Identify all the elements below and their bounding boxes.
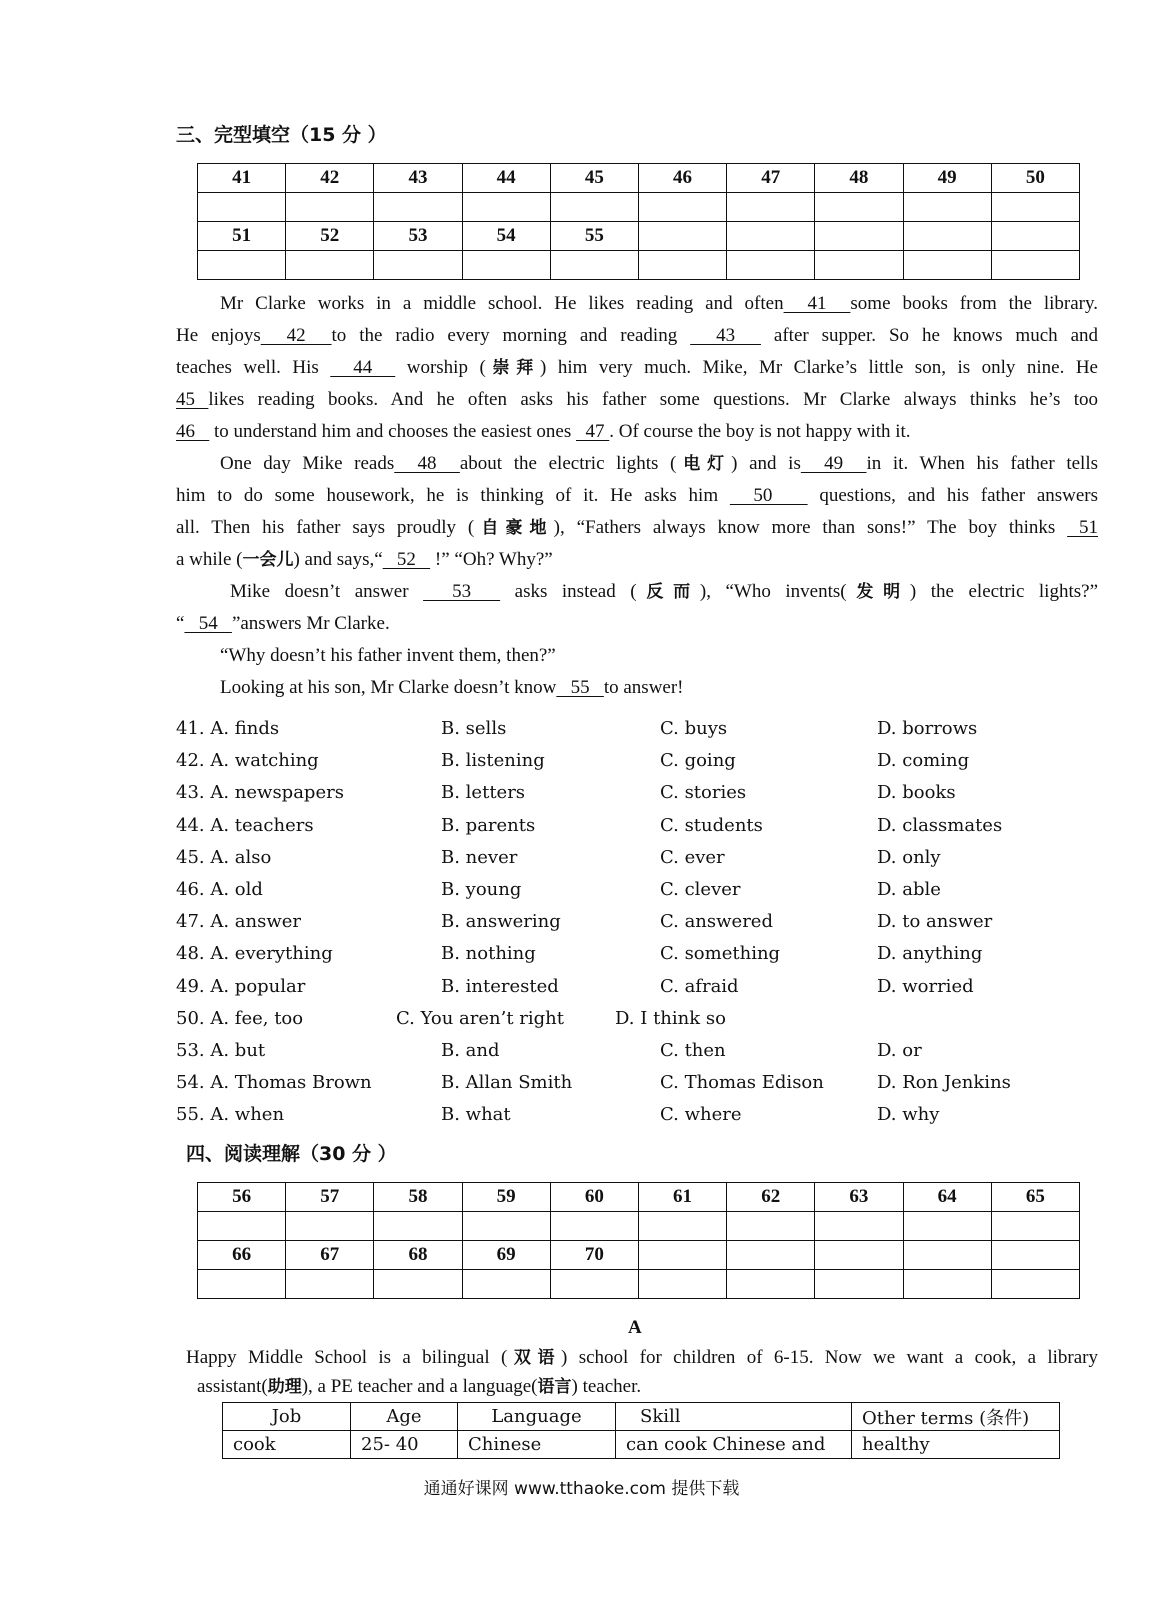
- passage-line: [230, 576, 1098, 608]
- option-choice: 44. A. teachers: [176, 814, 314, 836]
- grid-cell: [638, 222, 726, 251]
- passage-text: in it. When his father tells: [866, 453, 1098, 474]
- answer-cell[interactable]: [903, 193, 991, 222]
- option-choice: 43. A. newspapers: [176, 782, 344, 804]
- answer-cell[interactable]: [462, 1270, 550, 1299]
- grid-cell: 53: [374, 222, 462, 251]
- option-choice: 41. A. finds: [176, 718, 280, 739]
- jobs-table: [222, 1402, 1060, 1459]
- grid-cell: 48: [815, 164, 903, 193]
- option-choice: 55. A. when: [176, 1104, 285, 1126]
- option-choice[interactable]: D. why: [877, 1104, 940, 1126]
- passage-text: ) and says,“: [293, 549, 383, 570]
- grid-cell: [903, 1241, 991, 1270]
- gloss-text: 反而: [636, 582, 700, 602]
- grid-cell: [815, 222, 903, 251]
- option-choice[interactable]: C. You aren’t right: [396, 1007, 565, 1029]
- gloss-text: 双语: [507, 1348, 562, 1368]
- option-choice: 48. A. everything: [176, 943, 333, 965]
- grid-cell: 50: [991, 164, 1079, 193]
- answer-cell[interactable]: [550, 1212, 638, 1241]
- passage-line: [176, 544, 1098, 576]
- intro-text: ) school for children of 6-15. Now we want a cook, a library: [561, 1347, 1098, 1368]
- passage-text: Mike doesn’t answer: [230, 581, 424, 602]
- option-choice[interactable]: D. able: [877, 879, 941, 900]
- passage-line: [176, 352, 1098, 384]
- gloss-text: 崇拜: [485, 358, 541, 378]
- option-choice[interactable]: B. young: [441, 879, 522, 900]
- answer-cell[interactable]: [991, 1212, 1079, 1241]
- jobs-header-cell: Skill: [616, 1403, 852, 1431]
- grid-cell: 70: [550, 1241, 638, 1270]
- passage-text: ), “Fathers always know more than sons!” The boy thinks: [553, 517, 1068, 538]
- answer-cell[interactable]: [198, 1270, 286, 1299]
- option-choice: 42. A. watching: [176, 750, 319, 772]
- option-choice[interactable]: B. sells: [441, 718, 507, 739]
- grid-row-numbers: [198, 222, 1080, 251]
- grid-cell: 69: [462, 1241, 550, 1270]
- option-row: [176, 972, 1076, 1002]
- jobs-cell: cook: [223, 1431, 351, 1459]
- intro-line: [186, 1343, 1098, 1373]
- grid-cell: 66: [198, 1241, 286, 1270]
- option-choice: 53. A. but: [176, 1040, 266, 1061]
- option-choice[interactable]: C. afraid: [660, 975, 739, 997]
- option-row: [176, 1100, 1076, 1130]
- passage-text: ) and is: [731, 453, 801, 474]
- passage-text: to answer!: [603, 677, 684, 698]
- option-choice: 49. A. popular: [176, 975, 306, 997]
- answer-cell[interactable]: [815, 1212, 903, 1241]
- gloss-text: 语言: [537, 1377, 572, 1397]
- option-choice[interactable]: B. letters: [441, 782, 526, 804]
- option-choice[interactable]: C. students: [660, 814, 763, 836]
- grid-cell: [638, 1241, 726, 1270]
- option-choice[interactable]: C. something: [660, 943, 781, 965]
- option-choice[interactable]: C. going: [660, 750, 736, 772]
- grid-cell: 46: [638, 164, 726, 193]
- passage-line: [220, 448, 1098, 480]
- passage-line: [176, 512, 1098, 544]
- option-row: [176, 939, 1076, 969]
- option-choice[interactable]: B. never: [441, 846, 518, 868]
- passage-line: [176, 608, 1098, 640]
- passage-text: a while (: [176, 549, 243, 570]
- grid-row-answers: [198, 1270, 1080, 1299]
- answer-cell[interactable]: [550, 1270, 638, 1299]
- option-choice[interactable]: D. books: [877, 782, 956, 804]
- option-choice[interactable]: C. clever: [660, 879, 741, 900]
- option-choice[interactable]: D. classmates: [877, 814, 1003, 836]
- option-row: [176, 714, 1076, 744]
- grid-cell: 61: [638, 1183, 726, 1212]
- option-choice[interactable]: D. only: [877, 846, 941, 868]
- intro-line: [197, 1372, 1097, 1402]
- passage-text: all. Then his father says proudly (: [176, 517, 475, 538]
- jobs-header-cell: Language: [458, 1403, 616, 1431]
- blank-54[interactable]: 54: [184, 613, 232, 634]
- grid-cell: 68: [374, 1241, 462, 1270]
- option-row: [176, 778, 1076, 808]
- option-choice[interactable]: B. what: [441, 1104, 511, 1126]
- grid-cell: 54: [462, 222, 550, 251]
- blank-47[interactable]: 47: [575, 421, 610, 442]
- option-choice[interactable]: C. answered: [660, 911, 773, 933]
- option-choice[interactable]: D. I think so: [615, 1007, 726, 1029]
- option-choice[interactable]: C. ever: [660, 846, 725, 868]
- passage-line: [220, 672, 1098, 704]
- answer-cell[interactable]: [286, 1212, 374, 1241]
- blank-52[interactable]: 52: [382, 549, 431, 570]
- answer-cell[interactable]: [815, 251, 903, 280]
- option-choice[interactable]: D. Ron Jenkins: [877, 1072, 1011, 1094]
- answer-cell[interactable]: [198, 1212, 286, 1241]
- grid-cell: 58: [374, 1183, 462, 1212]
- grid-cell: 65: [991, 1183, 1079, 1212]
- passage-text: Looking at his son, Mr Clarke doesn’t know: [220, 677, 557, 698]
- blank-46[interactable]: 46: [176, 421, 210, 442]
- passage-text: to the radio every morning and reading: [331, 325, 691, 346]
- blank-53[interactable]: 53: [423, 581, 501, 602]
- answer-cell[interactable]: [727, 1270, 815, 1299]
- intro-text: assistant(: [197, 1376, 268, 1397]
- option-row: [176, 1068, 1076, 1098]
- option-choice[interactable]: D. worried: [877, 975, 974, 997]
- jobs-row: [223, 1431, 1060, 1459]
- option-row: [176, 746, 1076, 776]
- answer-cell[interactable]: [815, 193, 903, 222]
- jobs-cell: 25- 40: [351, 1431, 458, 1459]
- passage-text: ), “Who invents(: [699, 581, 847, 602]
- option-choice[interactable]: B. Allan Smith: [441, 1072, 573, 1094]
- option-choice[interactable]: D. to answer: [877, 911, 993, 933]
- grid-cell: [991, 1241, 1079, 1270]
- passage-line: [176, 480, 1098, 512]
- answer-cell[interactable]: [374, 1270, 462, 1299]
- section3-title: 三、完型填空（15 分 ）: [176, 124, 387, 146]
- grid-cell: 64: [903, 1183, 991, 1212]
- blank-50[interactable]: 50: [729, 485, 808, 506]
- passage-text: about the electric lights (: [459, 453, 677, 474]
- option-choice[interactable]: D. anything: [877, 943, 983, 965]
- passage-text: worship (: [395, 357, 486, 378]
- grid-cell: 49: [903, 164, 991, 193]
- passage-line: [176, 416, 1098, 448]
- blank-44[interactable]: 44: [330, 357, 396, 378]
- answer-cell[interactable]: [638, 1270, 726, 1299]
- answer-cell[interactable]: [550, 251, 638, 280]
- grid-cell: [903, 222, 991, 251]
- jobs-cell: can cook Chinese and: [616, 1431, 852, 1459]
- option-choice[interactable]: B. parents: [441, 814, 536, 836]
- grid-row-numbers: [198, 164, 1080, 193]
- option-choice[interactable]: C. where: [660, 1104, 742, 1126]
- grid-cell: 55: [550, 222, 638, 251]
- answer-cell[interactable]: [198, 193, 286, 222]
- intro-text: Happy Middle School is a bilingual (: [186, 1347, 508, 1368]
- grid-row-answers: [198, 1212, 1080, 1241]
- passage-text: Mr Clarke works in a middle school. He likes reading and often: [220, 293, 784, 314]
- option-row: [176, 875, 1076, 905]
- answer-cell[interactable]: [286, 251, 374, 280]
- grid-cell: 47: [727, 164, 815, 193]
- option-choice: 45. A. also: [176, 846, 272, 868]
- grid-row-numbers: [198, 1241, 1080, 1270]
- part-a-heading: A: [628, 1317, 642, 1338]
- passage-text: some books from the library.: [850, 293, 1098, 314]
- answer-grid-56-70: [197, 1182, 1080, 1299]
- grid-cell: 44: [462, 164, 550, 193]
- blank-42[interactable]: 42: [260, 325, 332, 346]
- jobs-header-cell: Job: [223, 1403, 351, 1431]
- gloss-text: 发明: [846, 582, 910, 602]
- option-choice[interactable]: C. then: [660, 1040, 726, 1061]
- grid-cell: [991, 222, 1079, 251]
- answer-cell[interactable]: [903, 251, 991, 280]
- answer-grid-41-55: [197, 163, 1080, 280]
- answer-cell[interactable]: [374, 193, 462, 222]
- option-choice[interactable]: B. interested: [441, 975, 559, 997]
- blank-43[interactable]: 43: [690, 325, 761, 346]
- option-row: [176, 1036, 1076, 1066]
- option-choice[interactable]: B. and: [441, 1040, 500, 1061]
- footer-watermark: 通通好课网 www.tthaoke.com 提供下载: [423, 1479, 740, 1499]
- answer-cell[interactable]: [286, 193, 374, 222]
- option-choice[interactable]: C. stories: [660, 782, 747, 804]
- grid-cell: 63: [815, 1183, 903, 1212]
- passage-text: him to do some housework, he is thinking of it. He asks him: [176, 485, 730, 506]
- passage-text: after supper. So he knows much and: [760, 325, 1099, 346]
- jobs-cell: healthy: [852, 1431, 1060, 1459]
- jobs-cell: Chinese: [458, 1431, 616, 1459]
- grid-cell: [727, 1241, 815, 1270]
- passage-text: . Of course the boy is not happy with it.: [609, 421, 911, 442]
- answer-cell[interactable]: [815, 1270, 903, 1299]
- grid-cell: 59: [462, 1183, 550, 1212]
- intro-text: ) teacher.: [571, 1376, 642, 1397]
- passage-line: [220, 288, 1098, 320]
- passage-text: to understand him and chooses the easiest ones: [209, 421, 576, 442]
- passage-line: [176, 384, 1098, 416]
- grid-cell: [815, 1241, 903, 1270]
- blank-41[interactable]: 41: [783, 293, 851, 314]
- gloss-text: 一会儿: [242, 550, 294, 570]
- grid-cell: 51: [198, 222, 286, 251]
- option-choice[interactable]: C. Thomas Edison: [660, 1072, 824, 1094]
- option-choice: 46. A. old: [176, 879, 263, 900]
- passage-text: !” “Oh? Why?”: [430, 549, 553, 570]
- grid-cell: 45: [550, 164, 638, 193]
- answer-cell[interactable]: [991, 1270, 1079, 1299]
- intro-text: ), a PE teacher and a language(: [301, 1376, 538, 1397]
- passage-line: “Why doesn’t his father invent them, then?”: [220, 645, 556, 666]
- answer-cell[interactable]: [727, 251, 815, 280]
- blank-49[interactable]: 49: [800, 453, 867, 474]
- passage-text: asks instead (: [500, 581, 637, 602]
- option-choice: 54. A. Thomas Brown: [176, 1072, 372, 1094]
- answer-cell[interactable]: [903, 1212, 991, 1241]
- grid-cell: 52: [286, 222, 374, 251]
- option-row: [176, 907, 1076, 937]
- passage-text: questions, and his father answers: [807, 485, 1099, 506]
- answer-cell[interactable]: [727, 1212, 815, 1241]
- grid-cell: 42: [286, 164, 374, 193]
- option-row: [176, 811, 1076, 841]
- option-choice[interactable]: B. nothing: [441, 943, 536, 965]
- answer-cell[interactable]: [638, 251, 726, 280]
- answer-cell[interactable]: [374, 1212, 462, 1241]
- answer-cell[interactable]: [991, 251, 1079, 280]
- option-choice[interactable]: B. listening: [441, 750, 545, 772]
- answer-cell[interactable]: [991, 193, 1079, 222]
- answer-cell[interactable]: [638, 1212, 726, 1241]
- grid-cell: 56: [198, 1183, 286, 1212]
- blank-48[interactable]: 48: [394, 453, 460, 474]
- grid-cell: 43: [374, 164, 462, 193]
- answer-cell[interactable]: [903, 1270, 991, 1299]
- jobs-header-cell: Other terms (条件): [852, 1403, 1060, 1431]
- grid-cell: [727, 222, 815, 251]
- passage-text: likes reading books. And he often asks his father some questions. Mr Clarke always thinks he’s too: [208, 389, 1099, 410]
- answer-cell[interactable]: [198, 251, 286, 280]
- passage-text: “: [176, 613, 185, 634]
- option-row: [176, 843, 1076, 873]
- option-choice[interactable]: D. borrows: [877, 718, 978, 739]
- option-choice[interactable]: C. buys: [660, 718, 728, 739]
- passage-text: teaches well. His: [176, 357, 331, 378]
- section4-title: 四、阅读理解（30 分 ）: [186, 1143, 397, 1165]
- passage-line: [176, 320, 1098, 352]
- option-choice: 50. A. fee, too: [176, 1007, 304, 1029]
- passage-text: ) the electric lights?”: [909, 581, 1098, 602]
- answer-cell[interactable]: [462, 251, 550, 280]
- passage-text: He enjoys: [176, 325, 261, 346]
- answer-cell[interactable]: [374, 251, 462, 280]
- blank-45[interactable]: 45: [176, 389, 209, 410]
- grid-cell: 62: [727, 1183, 815, 1212]
- passage-text: ”answers Mr Clarke.: [231, 613, 390, 634]
- gloss-text: 自豪地: [474, 518, 554, 538]
- grid-row-answers: [198, 193, 1080, 222]
- answer-cell[interactable]: [638, 193, 726, 222]
- answer-cell[interactable]: [727, 193, 815, 222]
- grid-cell: 41: [198, 164, 286, 193]
- gloss-text: 助理: [267, 1377, 302, 1397]
- option-choice[interactable]: D. coming: [877, 750, 970, 772]
- option-row: [176, 1004, 1076, 1034]
- option-choice: 47. A. answer: [176, 911, 302, 933]
- passage-text: One day Mike reads: [220, 453, 395, 474]
- answer-cell[interactable]: [550, 193, 638, 222]
- grid-cell: 60: [550, 1183, 638, 1212]
- grid-row-numbers: [198, 1183, 1080, 1212]
- option-choice[interactable]: B. answering: [441, 911, 561, 933]
- answer-cell[interactable]: [462, 1212, 550, 1241]
- gloss-text: 电灯: [676, 454, 732, 474]
- grid-cell: 57: [286, 1183, 374, 1212]
- answer-cell[interactable]: [462, 193, 550, 222]
- blank-55[interactable]: 55: [556, 677, 604, 698]
- grid-cell: 67: [286, 1241, 374, 1270]
- jobs-header-row: [223, 1403, 1060, 1431]
- jobs-header-cell: Age: [351, 1403, 458, 1431]
- passage-text: ) him very much. Mike, Mr Clarke’s little son, is only nine. He: [540, 357, 1098, 378]
- blank-51[interactable]: 51: [1067, 517, 1098, 538]
- answer-cell[interactable]: [286, 1270, 374, 1299]
- option-choice[interactable]: D. or: [877, 1040, 922, 1061]
- grid-row-answers: [198, 251, 1080, 280]
